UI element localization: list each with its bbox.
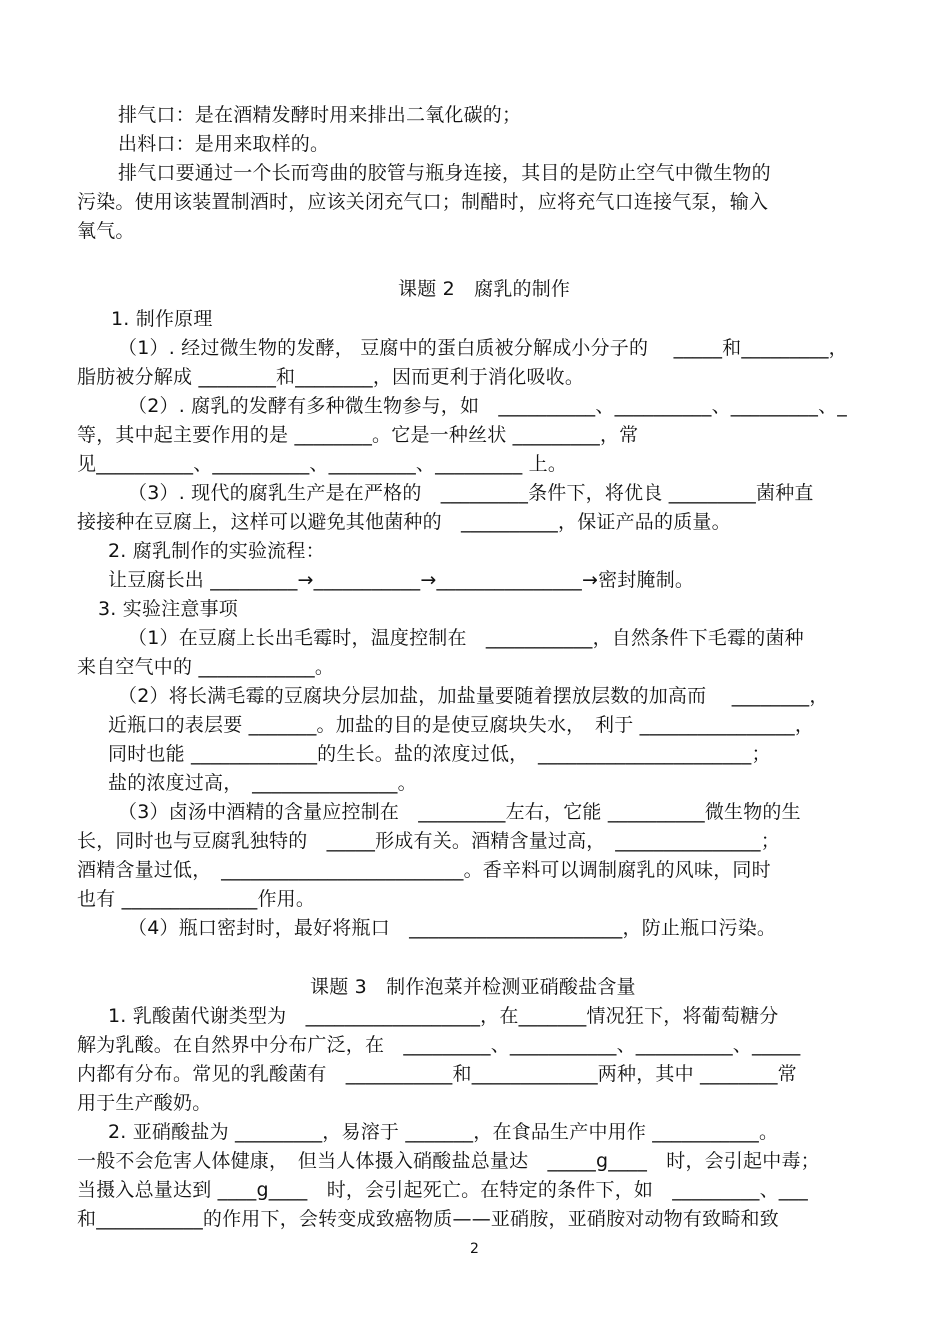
text-line: 等，其中起主要作用的是 ________。它是一种丝状 _________，常 xyxy=(77,424,639,446)
text-line: 盐的浓度过高， _______________。 xyxy=(108,772,417,794)
text-line: 出料口：是用来取样的。 xyxy=(118,133,330,155)
text-line: 用于生产酸奶。 xyxy=(77,1092,212,1114)
text-line: 解为乳酸。在自然界中分布广泛，在 _________、___________、__________、_____ xyxy=(77,1034,801,1056)
text-line: （2）. 腐乳的发酵有多种微生物参与，如 __________、__________、_________、_ xyxy=(128,395,847,417)
text-line: （4）瓶口密封时，最好将瓶口 ______________________，防止瓶口污染。 xyxy=(128,917,777,939)
text-line: 酒精含量过低， _________________________。香辛料可以调制腐乳的风味，同时 xyxy=(77,859,771,881)
section-heading: 1. 制作原理 xyxy=(111,308,213,330)
text-line: 内都有分布。常见的乳酸菌有 ___________和_____________两种，其中 ________常 xyxy=(77,1063,797,1085)
text-line: 排气口：是在酒精发酵时用来排出二氧化碳的； xyxy=(118,104,522,126)
text-line: 来自空气中的 ____________。 xyxy=(77,656,335,678)
text-line: 氧气。 xyxy=(77,220,135,242)
text-line: 一般不会危害人体健康， 但当人体摄入硝酸盐总量达 _____g____ 时，会引起中毒； xyxy=(77,1150,820,1172)
text-line: 见__________、__________、_________、_________ 上。 xyxy=(77,453,568,475)
section-title: 课题 2 腐乳的制作 xyxy=(398,278,571,300)
text-line: 脂肪被分解成 ________和________，因而更利于消化吸收。 xyxy=(77,366,585,388)
text-line: 让豆腐长出 _________→___________→_______________→密封腌制。 xyxy=(108,569,695,591)
text-line: 当摄入总量达到 ____g____ 时，会引起死亡。在特定的条件下，如 _________、___ xyxy=(77,1179,808,1201)
text-line: （3）. 现代的腐乳生产是在严格的 _________条件下，将优良 _________菌种直 xyxy=(128,482,814,504)
text-line: 也有 ______________作用。 xyxy=(77,888,316,910)
section-heading: 2. 腐乳制作的实验流程： xyxy=(108,540,325,562)
text-line: 长，同时也与豆腐乳独特的 _____形成有关。酒精含量过高， _______________； xyxy=(77,830,780,852)
text-line: （3）卤汤中酒精的含量应控制在 _________左右，它能 __________微生物的生 xyxy=(118,801,801,823)
text-line: 1. 乳酸菌代谢类型为 __________________，在_______情况狂下，将葡萄糖分 xyxy=(108,1005,779,1027)
text-line: 排气口要通过一个长而弯曲的胶管与瓶身连接，其目的是防止空气中微生物的 xyxy=(118,162,771,184)
text-line: 近瓶口的表层要 _______。加盐的目的是使豆腐块失水， 利于 ________________， xyxy=(108,714,815,736)
text-line: （2）将长满毛霉的豆腐块分层加盐，加盐量要随着摆放层数的加高而 ________， xyxy=(118,685,829,707)
text-line: （1）. 经过微生物的发酵， 豆腐中的蛋白质被分解成小分子的 _____和_________， xyxy=(118,337,848,359)
text-line: 2. 亚硝酸盐为 _________，易溶于 _______，在食品生产中用作 ___________。 xyxy=(108,1121,779,1143)
text-line: 接接种在豆腐上，这样可以避免其他菌种的 __________，保证产品的质量。 xyxy=(77,511,731,533)
section-heading: 3. 实验注意事项 xyxy=(98,598,238,620)
text-line: 和___________的作用下，会转变成致癌物质——亚硝胺，亚硝胺对动物有致畸和致 xyxy=(77,1208,779,1230)
page-number: 2 xyxy=(470,1241,480,1257)
text-line: 同时也能 _____________的生长。盐的浓度过低， ______________________； xyxy=(108,743,771,765)
text-line: 污染。使用该装置制酒时，应该关闭充气口；制醋时，应将充气口连接气泵，输入 xyxy=(77,191,769,213)
text-line: （1）在豆腐上长出毛霉时，温度控制在 ___________，自然条件下毛霉的菌种 xyxy=(128,627,804,649)
section-title: 课题 3 制作泡菜并检测亚硝酸盐含量 xyxy=(310,976,636,998)
